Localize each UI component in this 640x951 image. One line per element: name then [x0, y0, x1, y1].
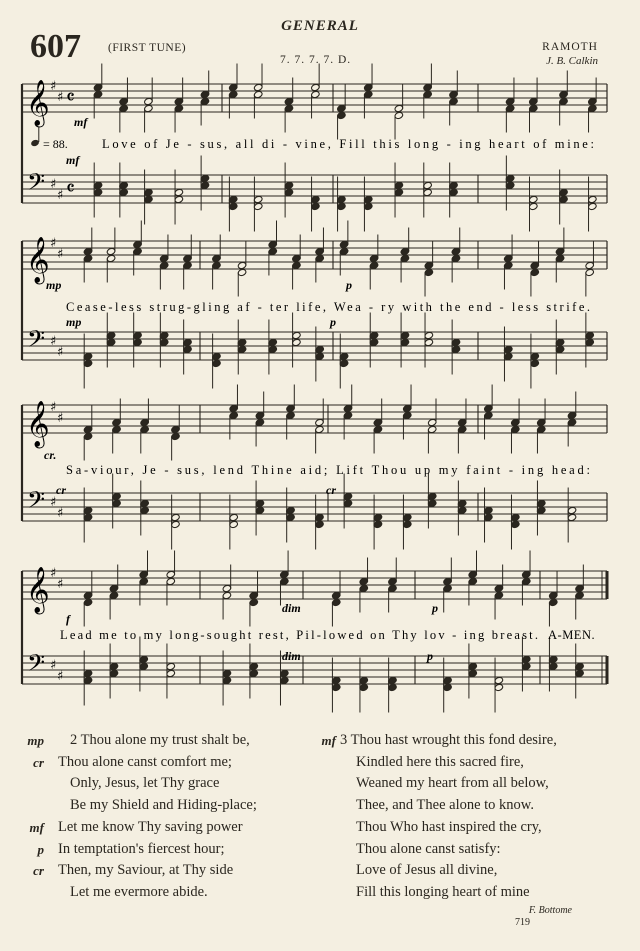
verse-line: [30, 882, 320, 904]
bass-clef-icon: 𝄢: [27, 325, 46, 358]
composer: J. B. Calkin: [546, 55, 598, 67]
common-time-icon: 𝄴: [66, 85, 75, 109]
sharp-icon: ♯: [57, 506, 64, 521]
verse-text: Thou hast wrought this fond desire,: [350, 732, 557, 748]
tune-name: RAMOTH: [542, 41, 598, 53]
treble-clef-icon: 𝄞: [26, 567, 50, 613]
verse-line: [316, 795, 616, 817]
dynamic-mark: p: [427, 649, 433, 663]
sharp-icon: ♯: [50, 400, 57, 415]
dynamic-mark: cr.: [44, 448, 57, 462]
verse-2: [27, 730, 320, 904]
verse-line: [316, 860, 616, 882]
verse-text: Thou alone canst comfort me;: [58, 753, 232, 770]
verse-line: [316, 882, 616, 904]
metronome-mark: = 88.: [43, 137, 68, 151]
verse-text: Let me know Thy saving power: [58, 818, 243, 835]
verse-line: [30, 752, 320, 774]
bass-clef-icon: 𝄢: [27, 168, 46, 201]
verse-line: [316, 839, 616, 861]
page-number: 719: [515, 917, 530, 928]
verse-text: Fill this longing heart of mine: [356, 883, 530, 900]
verse-text: Thee, and Thee alone to know.: [356, 797, 534, 814]
dynamic-mark: p: [330, 315, 336, 329]
treble-clef-icon: 𝄞: [26, 401, 50, 447]
common-time-icon: 𝄴: [66, 176, 75, 200]
dynamic-mark: p: [432, 601, 438, 615]
verse-line: [30, 773, 320, 795]
sharp-icon: ♯: [50, 177, 57, 192]
sharp-icon: ♯: [50, 566, 57, 581]
verse-text: Weaned my heart from all below,: [356, 775, 549, 792]
dynamic-mark: p: [346, 278, 352, 292]
verse-line: [27, 730, 320, 752]
sharp-icon: ♯: [50, 334, 57, 349]
verse-line: [316, 817, 616, 839]
bass-clef-icon: 𝄢: [27, 649, 46, 682]
verse-line: [30, 860, 320, 882]
verse-text: Kindled here this sacred fire,: [356, 753, 524, 770]
sharp-icon: ♯: [50, 495, 57, 510]
dynamic-mark: mp: [27, 733, 44, 748]
verse-number: 3: [340, 732, 351, 748]
dynamic-mark: mp: [46, 278, 62, 292]
sharp-icon: ♯: [57, 577, 64, 592]
verse-text: Then, my Saviour, at Thy side: [58, 862, 234, 879]
verse-line: [30, 795, 320, 817]
verse-line: [30, 839, 320, 861]
dynamic-mark: cr: [56, 483, 66, 497]
sharp-icon: ♯: [57, 345, 64, 360]
verse-text: Thou alone my trust shalt be,: [80, 732, 250, 748]
dynamic-mark: p: [37, 841, 44, 857]
music-score: [0, 60, 640, 720]
dynamic-mark: cr: [33, 863, 44, 879]
dynamic-mark: mf: [29, 819, 44, 835]
verse-text: Only, Jesus, let Thy grace: [70, 775, 220, 792]
lyric-line: Lead me to my long-sought rest, Pil-lowed on Thy lov - ing breast.: [60, 628, 539, 642]
dynamic-mark: dim: [282, 649, 301, 663]
sharp-icon: ♯: [57, 247, 64, 262]
dynamic-mark: mf: [321, 733, 336, 748]
treble-clef-icon: 𝄞: [26, 237, 50, 283]
dynamic-mark: mf: [74, 115, 88, 129]
lyric-line: Cease-less strug-gling af - ter life, Wea - ry with the end - less strife.: [66, 300, 591, 314]
verse-line: [316, 773, 616, 795]
sharp-icon: ♯: [57, 90, 64, 105]
verse-line: [316, 730, 616, 752]
sharp-icon: ♯: [50, 79, 57, 94]
sharp-icon: ♯: [57, 411, 64, 426]
verse-text: In temptation's fiercest hour;: [58, 840, 225, 857]
dynamic-mark: f: [66, 612, 70, 626]
verse-number: 2: [70, 732, 81, 748]
lyric-line: Sa-viour, Je - sus, lend Thine aid; Lift Thou up my faint - ing head:: [66, 463, 590, 477]
verse-line: [30, 817, 320, 839]
amen-label: A-MEN.: [548, 628, 596, 642]
dynamic-mark: dim: [282, 601, 301, 615]
meter: 7. 7. 7. 7. D.: [280, 54, 352, 66]
verse-text: Thou Who hast inspired the cry,: [356, 818, 542, 835]
sharp-icon: ♯: [50, 658, 57, 673]
author-attribution: F. Bottome: [528, 905, 572, 916]
verse-text: Be my Shield and Hiding-place;: [70, 797, 257, 814]
treble-clef-icon: 𝄞: [26, 80, 50, 126]
verse-3: [316, 730, 616, 904]
hymn-number: 607: [30, 28, 81, 65]
dynamic-mark: mp: [66, 315, 82, 329]
sharp-icon: ♯: [57, 188, 64, 203]
dynamic-mark: cr: [33, 754, 44, 770]
verse-text: Let me evermore abide.: [70, 883, 208, 900]
verse-text: Thou alone canst satisfy:: [356, 840, 501, 857]
verse-line: [316, 752, 616, 774]
tune-label: (FIRST TUNE): [108, 42, 187, 54]
sharp-icon: ♯: [50, 236, 57, 251]
dynamic-mark: mf: [66, 153, 80, 167]
dynamic-mark: cr: [326, 483, 336, 497]
sharp-icon: ♯: [57, 669, 64, 684]
verse-text: Love of Jesus all divine,: [356, 862, 498, 879]
bass-clef-icon: 𝄢: [27, 486, 46, 519]
lyric-line: Love of Je - sus, all di - vine, Fill this long - ing heart of mine:: [102, 137, 595, 151]
section-title: GENERAL: [281, 18, 359, 34]
